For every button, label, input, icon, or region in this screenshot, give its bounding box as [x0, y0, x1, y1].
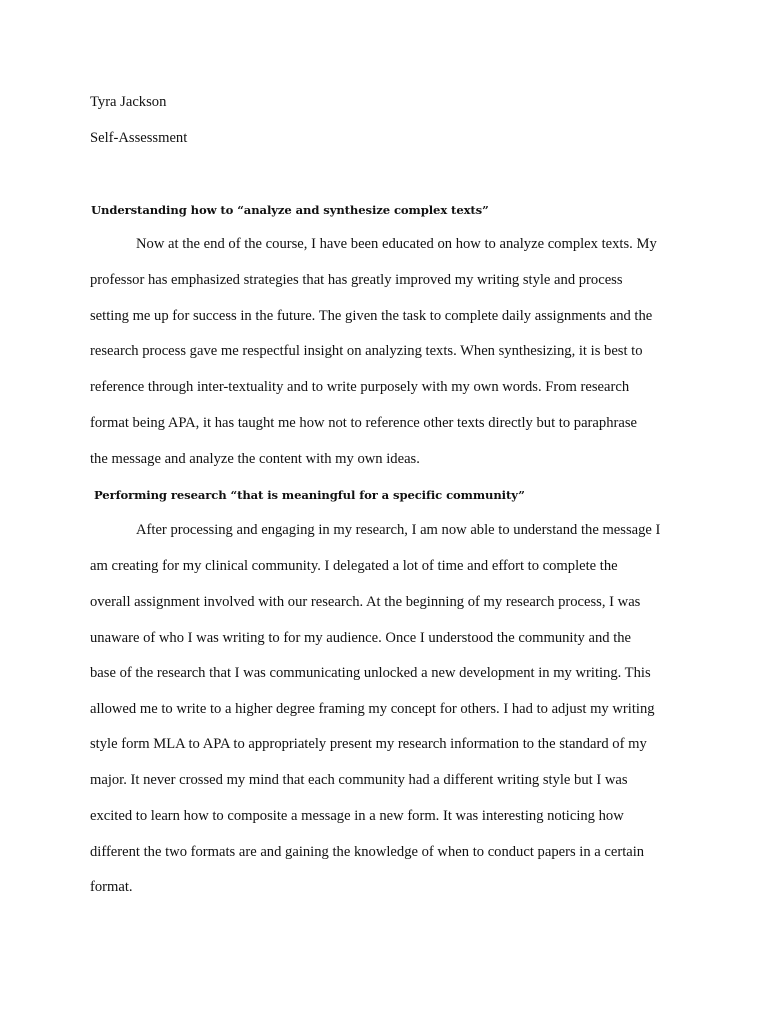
- paragraph-line: professor has emphasized strategies that has greatly improved my writing style and process: [90, 272, 623, 288]
- paragraph-line: Now at the end of the course, I have been educated on how to analyze complex texts. My: [136, 236, 657, 252]
- paragraph-line: style form MLA to APA to appropriately present my research information to the standard of my: [90, 736, 647, 752]
- paragraph-line: am creating for my clinical community. I delegated a lot of time and effort to complete the: [90, 558, 618, 574]
- paragraph-line: excited to learn how to composite a message in a new form. It was interesting noticing how: [90, 808, 624, 824]
- section-heading-research: Performing research “that is meaningful for a specific community”: [94, 488, 525, 502]
- paragraph-line: setting me up for success in the future. The given the task to complete daily assignments and the: [90, 308, 653, 324]
- paragraph-line: unaware of who I was writing to for my audience. Once I understood the community and the: [90, 630, 632, 646]
- paragraph-line: the message and analyze the content with my own ideas.: [90, 451, 420, 467]
- section-heading-analyze: Understanding how to “analyze and synthesize complex texts”: [91, 203, 489, 217]
- paragraph-line: major. It never crossed my mind that each community had a different writing style but I was: [90, 772, 628, 788]
- paragraph-line: different the two formats are and gaining the knowledge of when to conduct papers in a certain: [90, 844, 645, 860]
- paragraph-line: overall assignment involved with our research. At the beginning of my research process, I was: [90, 594, 641, 610]
- paragraph-line: format being APA, it has taught me how not to reference other texts directly but to paraphrase: [90, 415, 637, 431]
- document-title: Self-Assessment: [90, 130, 188, 146]
- paragraph-line: After processing and engaging in my research, I am now able to understand the message I: [136, 522, 661, 538]
- paragraph-line: base of the research that I was communicating unlocked a new development in my writing. This: [90, 665, 651, 681]
- paragraph-line: research process gave me respectful insight on analyzing texts. When synthesizing, it is best to: [90, 343, 643, 359]
- author-name: Tyra Jackson: [90, 94, 167, 110]
- paragraph-line: reference through inter-textuality and to write purposely with my own words. From research: [90, 379, 630, 395]
- paragraph-line: format.: [90, 879, 133, 895]
- paragraph-line: allowed me to write to a higher degree framing my concept for others. I had to adjust my writing: [90, 701, 655, 717]
